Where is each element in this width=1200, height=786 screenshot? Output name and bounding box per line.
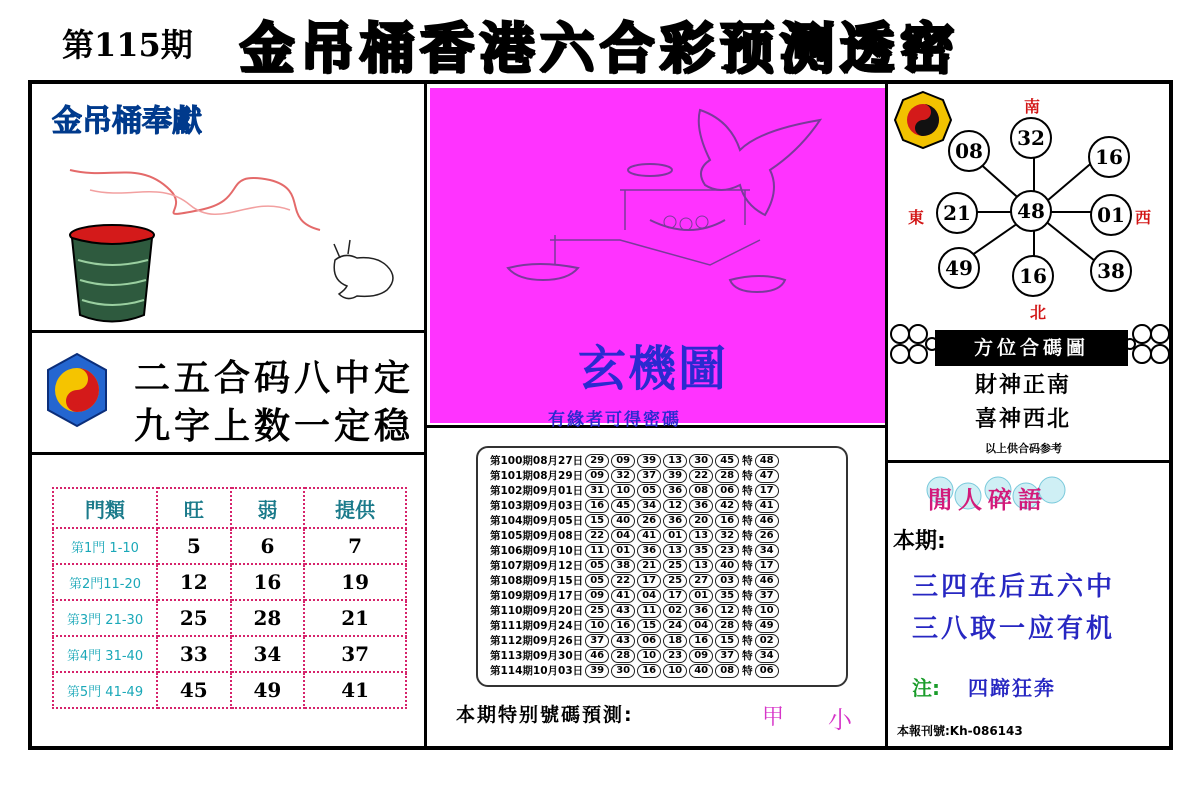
history-number: 10 (585, 619, 609, 633)
cell-strong: 45 (157, 672, 231, 708)
history-numbers (583, 634, 739, 648)
chat-note-label: 注: (912, 676, 940, 700)
history-row-label: 第100期08月27日 (490, 455, 584, 467)
table-header: 弱 (231, 488, 305, 528)
history-number: 16 (637, 664, 661, 678)
history-number: 01 (689, 589, 713, 603)
history-number: 01 (663, 529, 687, 543)
history-numbers (583, 529, 739, 543)
history-number: 05 (637, 484, 661, 498)
history-row (490, 618, 779, 633)
table-header-row (53, 488, 406, 528)
direction-east: 東 (908, 208, 925, 227)
history-number: 39 (585, 664, 609, 678)
divider-right (885, 82, 888, 748)
history-row (490, 588, 779, 603)
history-row-label: 第106期09月10日 (490, 545, 584, 557)
history-number: 15 (715, 634, 739, 648)
direction-south: 南 (1024, 97, 1041, 116)
history-number: 01 (611, 544, 635, 558)
history-number: 15 (637, 619, 661, 633)
history-row (490, 558, 779, 573)
history-number: 36 (689, 499, 713, 513)
publication-code: 本報刊號:Kh-086143 (897, 724, 1023, 738)
direction-line-1: 財神正南 (975, 372, 1072, 398)
slogan-line-1: 二五合码八中定 (134, 357, 415, 399)
history-number: 13 (689, 529, 713, 543)
row-label: 第1門 1-10 (53, 528, 157, 564)
history-row-label: 第109期09月17日 (490, 590, 584, 602)
chat-note-text: 四蹄狂奔 (968, 676, 1056, 700)
table-row (53, 636, 406, 672)
history-special-number: 37 (755, 589, 779, 603)
history-number: 05 (585, 559, 609, 573)
history-number: 09 (585, 589, 609, 603)
history-number: 34 (637, 499, 661, 513)
chat-label: 本期: (893, 529, 946, 554)
history-number: 24 (663, 619, 687, 633)
direction-banner: 方位合碼圖 (935, 330, 1128, 366)
history-special-number: 49 (755, 619, 779, 633)
special-marker: 特 (742, 575, 753, 587)
row-label: 第4門 31-40 (53, 636, 157, 672)
history-number: 06 (637, 634, 661, 648)
cell-provide: 21 (304, 600, 406, 636)
riddle-drawing (490, 100, 850, 310)
history-number: 12 (715, 604, 739, 618)
compass-number-nw: 08 (948, 130, 990, 172)
history-number: 18 (663, 634, 687, 648)
history-number: 28 (611, 649, 635, 663)
history-row-label: 第105期09月08日 (490, 530, 584, 542)
history-rows (476, 446, 844, 683)
special-marker: 特 (742, 560, 753, 572)
history-number: 21 (637, 559, 661, 573)
history-number: 30 (611, 664, 635, 678)
cell-strong: 5 (157, 528, 231, 564)
history-number: 35 (689, 544, 713, 558)
history-number: 09 (689, 649, 713, 663)
history-number: 36 (689, 604, 713, 618)
special-marker: 特 (742, 470, 753, 482)
history-number: 13 (689, 559, 713, 573)
cell-provide: 7 (304, 528, 406, 564)
history-number: 25 (663, 559, 687, 573)
compass-number-e: 01 (1090, 194, 1132, 236)
history-row-label: 第108期09月15日 (490, 575, 584, 587)
history-number: 22 (585, 529, 609, 543)
history-numbers (583, 544, 739, 558)
history-special-number: 02 (755, 634, 779, 648)
page-title: 金吊桶香港六合彩预测透密 (240, 17, 960, 80)
history-special-number: 06 (755, 664, 779, 678)
history-numbers (583, 559, 739, 573)
cell-weak: 16 (231, 564, 305, 600)
history-numbers (583, 619, 739, 633)
special-marker: 特 (742, 545, 753, 557)
history-number: 06 (715, 484, 739, 498)
cell-strong: 12 (157, 564, 231, 600)
compass-number-n: 32 (1010, 117, 1052, 159)
history-number: 39 (663, 469, 687, 483)
issue-number: 第115期 (62, 26, 193, 64)
row-label: 第5門 41-49 (53, 672, 157, 708)
history-number: 28 (715, 619, 739, 633)
row-label: 第3門 21-30 (53, 600, 157, 636)
table-header: 旺 (157, 488, 231, 528)
history-number: 08 (715, 664, 739, 678)
history-number: 30 (689, 454, 713, 468)
history-number: 03 (715, 574, 739, 588)
history-number: 26 (637, 514, 661, 528)
special-marker: 特 (742, 635, 753, 647)
history-number: 29 (585, 454, 609, 468)
cell-weak: 49 (231, 672, 305, 708)
history-number: 16 (689, 634, 713, 648)
history-number: 45 (715, 454, 739, 468)
chat-line-1: 三四在后五六中 (912, 572, 1116, 602)
history-numbers (583, 604, 739, 618)
history-number: 45 (611, 499, 635, 513)
direction-west: 西 (1135, 208, 1152, 227)
history-row (490, 633, 779, 648)
special-marker: 特 (742, 650, 753, 662)
compass-number-ne: 16 (1088, 136, 1130, 178)
history-number: 37 (715, 649, 739, 663)
cell-weak: 34 (231, 636, 305, 672)
history-row (490, 513, 779, 528)
history-number: 08 (689, 484, 713, 498)
history-numbers (583, 469, 739, 483)
history-number: 04 (611, 529, 635, 543)
special-marker: 特 (742, 665, 753, 677)
history-number: 23 (663, 649, 687, 663)
history-number: 43 (611, 634, 635, 648)
slogan-line-2: 九字上数一定稳 (134, 405, 415, 447)
special-marker: 特 (742, 515, 753, 527)
history-special-number: 47 (755, 469, 779, 483)
cloud-right-icon (1124, 320, 1172, 372)
cell-provide: 19 (304, 564, 406, 600)
history-number: 42 (715, 499, 739, 513)
history-numbers (583, 499, 739, 513)
history-special-number: 26 (755, 529, 779, 543)
history-number: 22 (689, 469, 713, 483)
history-row (490, 648, 779, 663)
history-row-label: 第102期09月01日 (490, 485, 584, 497)
history-row-label: 第107期09月12日 (490, 560, 584, 572)
divider-right-1 (887, 460, 1172, 463)
history-row (490, 543, 779, 558)
chat-title: 閒人碎語 (928, 485, 1048, 514)
history-number: 32 (611, 469, 635, 483)
table-row (53, 600, 406, 636)
history-special-number: 46 (755, 514, 779, 528)
cell-weak: 6 (231, 528, 305, 564)
history-number: 46 (585, 649, 609, 663)
prediction-label: 本期特别號碼預測: (456, 704, 634, 726)
history-row (490, 603, 779, 618)
history-numbers (583, 514, 739, 528)
direction-note: 以上供合码参考 (985, 442, 1062, 455)
bagua-icon (44, 352, 110, 428)
history-row-label: 第104期09月05日 (490, 515, 584, 527)
cloud-left-icon (888, 320, 938, 372)
special-marker: 特 (742, 605, 753, 617)
history-row (490, 483, 779, 498)
history-number: 04 (689, 619, 713, 633)
history-row (490, 663, 779, 678)
chat-line-2: 三八取一应有机 (912, 614, 1116, 644)
history-number: 02 (663, 604, 687, 618)
history-number: 25 (663, 574, 687, 588)
prediction-value-1: 甲 (762, 705, 785, 730)
history-number: 37 (585, 634, 609, 648)
special-marker: 特 (742, 530, 753, 542)
history-number: 25 (585, 604, 609, 618)
history-special-number: 17 (755, 484, 779, 498)
history-numbers (583, 664, 739, 678)
history-number: 13 (663, 454, 687, 468)
history-number: 04 (637, 589, 661, 603)
divider-left-1 (30, 330, 426, 333)
history-special-number: 34 (755, 649, 779, 663)
history-row-label: 第103期09月03日 (490, 500, 584, 512)
history-number: 43 (611, 604, 635, 618)
row-label: 第2門11-20 (53, 564, 157, 600)
compass-number-w: 21 (936, 192, 978, 234)
compass-number-se: 38 (1090, 250, 1132, 292)
special-marker: 特 (742, 620, 753, 632)
cell-strong: 25 (157, 600, 231, 636)
history-special-number: 41 (755, 499, 779, 513)
history-row-label: 第112期09月26日 (490, 635, 584, 647)
history-row-label: 第113期09月30日 (490, 650, 584, 662)
history-numbers (583, 484, 739, 498)
history-special-number: 17 (755, 559, 779, 573)
history-row-label: 第114期10月03日 (490, 665, 584, 677)
history-number: 41 (637, 529, 661, 543)
bucket-illustration (50, 150, 420, 330)
table-header: 門類 (53, 488, 157, 528)
history-number: 23 (715, 544, 739, 558)
history-number: 20 (689, 514, 713, 528)
cell-provide: 41 (304, 672, 406, 708)
history-number: 40 (689, 664, 713, 678)
history-row (490, 498, 779, 513)
compass-number-sw: 49 (938, 247, 980, 289)
special-marker: 特 (742, 485, 753, 497)
history-number: 40 (611, 514, 635, 528)
category-table (52, 487, 407, 709)
history-row-label: 第110期09月20日 (490, 605, 584, 617)
special-marker: 特 (742, 590, 753, 602)
history-numbers (583, 589, 739, 603)
table-row (53, 672, 406, 708)
history-number: 31 (585, 484, 609, 498)
history-row (490, 468, 779, 483)
cell-strong: 33 (157, 636, 231, 672)
history-row (490, 528, 779, 543)
history-special-number: 48 (755, 454, 779, 468)
history-number: 16 (611, 619, 635, 633)
divider-left (424, 82, 427, 748)
history-number: 36 (663, 514, 687, 528)
riddle-footer: 有緣者可得密碼 (548, 410, 681, 430)
history-number: 28 (715, 469, 739, 483)
special-marker: 特 (742, 500, 753, 512)
compass-number-center: 48 (1010, 190, 1052, 232)
history-numbers (583, 649, 739, 663)
table-row (53, 528, 406, 564)
history-number: 32 (715, 529, 739, 543)
history-number: 11 (637, 604, 661, 618)
history-number: 41 (611, 589, 635, 603)
special-marker: 特 (742, 455, 753, 467)
history-special-number: 46 (755, 574, 779, 588)
history-number: 17 (637, 574, 661, 588)
history-number: 15 (585, 514, 609, 528)
history-number: 27 (689, 574, 713, 588)
history-number: 16 (585, 499, 609, 513)
history-number: 10 (637, 649, 661, 663)
divider-left-2 (30, 452, 426, 455)
history-numbers (583, 574, 739, 588)
history-number: 05 (585, 574, 609, 588)
history-number: 09 (585, 469, 609, 483)
history-number: 17 (663, 589, 687, 603)
table-header: 提供 (304, 488, 406, 528)
compass-number-s: 16 (1012, 255, 1054, 297)
direction-line-2: 喜神西北 (975, 406, 1072, 432)
direction-north: 北 (1030, 303, 1047, 322)
history-number: 09 (611, 454, 635, 468)
history-number: 16 (715, 514, 739, 528)
history-row (490, 453, 779, 468)
riddle-title: 玄機圖 (578, 341, 729, 397)
history-number: 35 (715, 589, 739, 603)
history-special-number: 10 (755, 604, 779, 618)
history-number: 36 (663, 484, 687, 498)
history-number: 12 (663, 499, 687, 513)
history-row-label: 第101期08月29日 (490, 470, 584, 482)
history-number: 22 (611, 574, 635, 588)
history-number: 36 (637, 544, 661, 558)
history-number: 11 (585, 544, 609, 558)
history-numbers (583, 454, 739, 468)
history-number: 10 (663, 664, 687, 678)
gift-title: 金吊桶奉獻 (52, 104, 202, 139)
table-row (53, 564, 406, 600)
history-number: 13 (663, 544, 687, 558)
history-number: 40 (715, 559, 739, 573)
history-number: 10 (611, 484, 635, 498)
history-number: 39 (637, 454, 661, 468)
cell-provide: 37 (304, 636, 406, 672)
history-special-number: 34 (755, 544, 779, 558)
history-row-label: 第111期09月24日 (490, 620, 584, 632)
history-row (490, 573, 779, 588)
history-number: 37 (637, 469, 661, 483)
history-number: 38 (611, 559, 635, 573)
cell-weak: 28 (231, 600, 305, 636)
prediction-value-2: 小 (828, 706, 852, 734)
